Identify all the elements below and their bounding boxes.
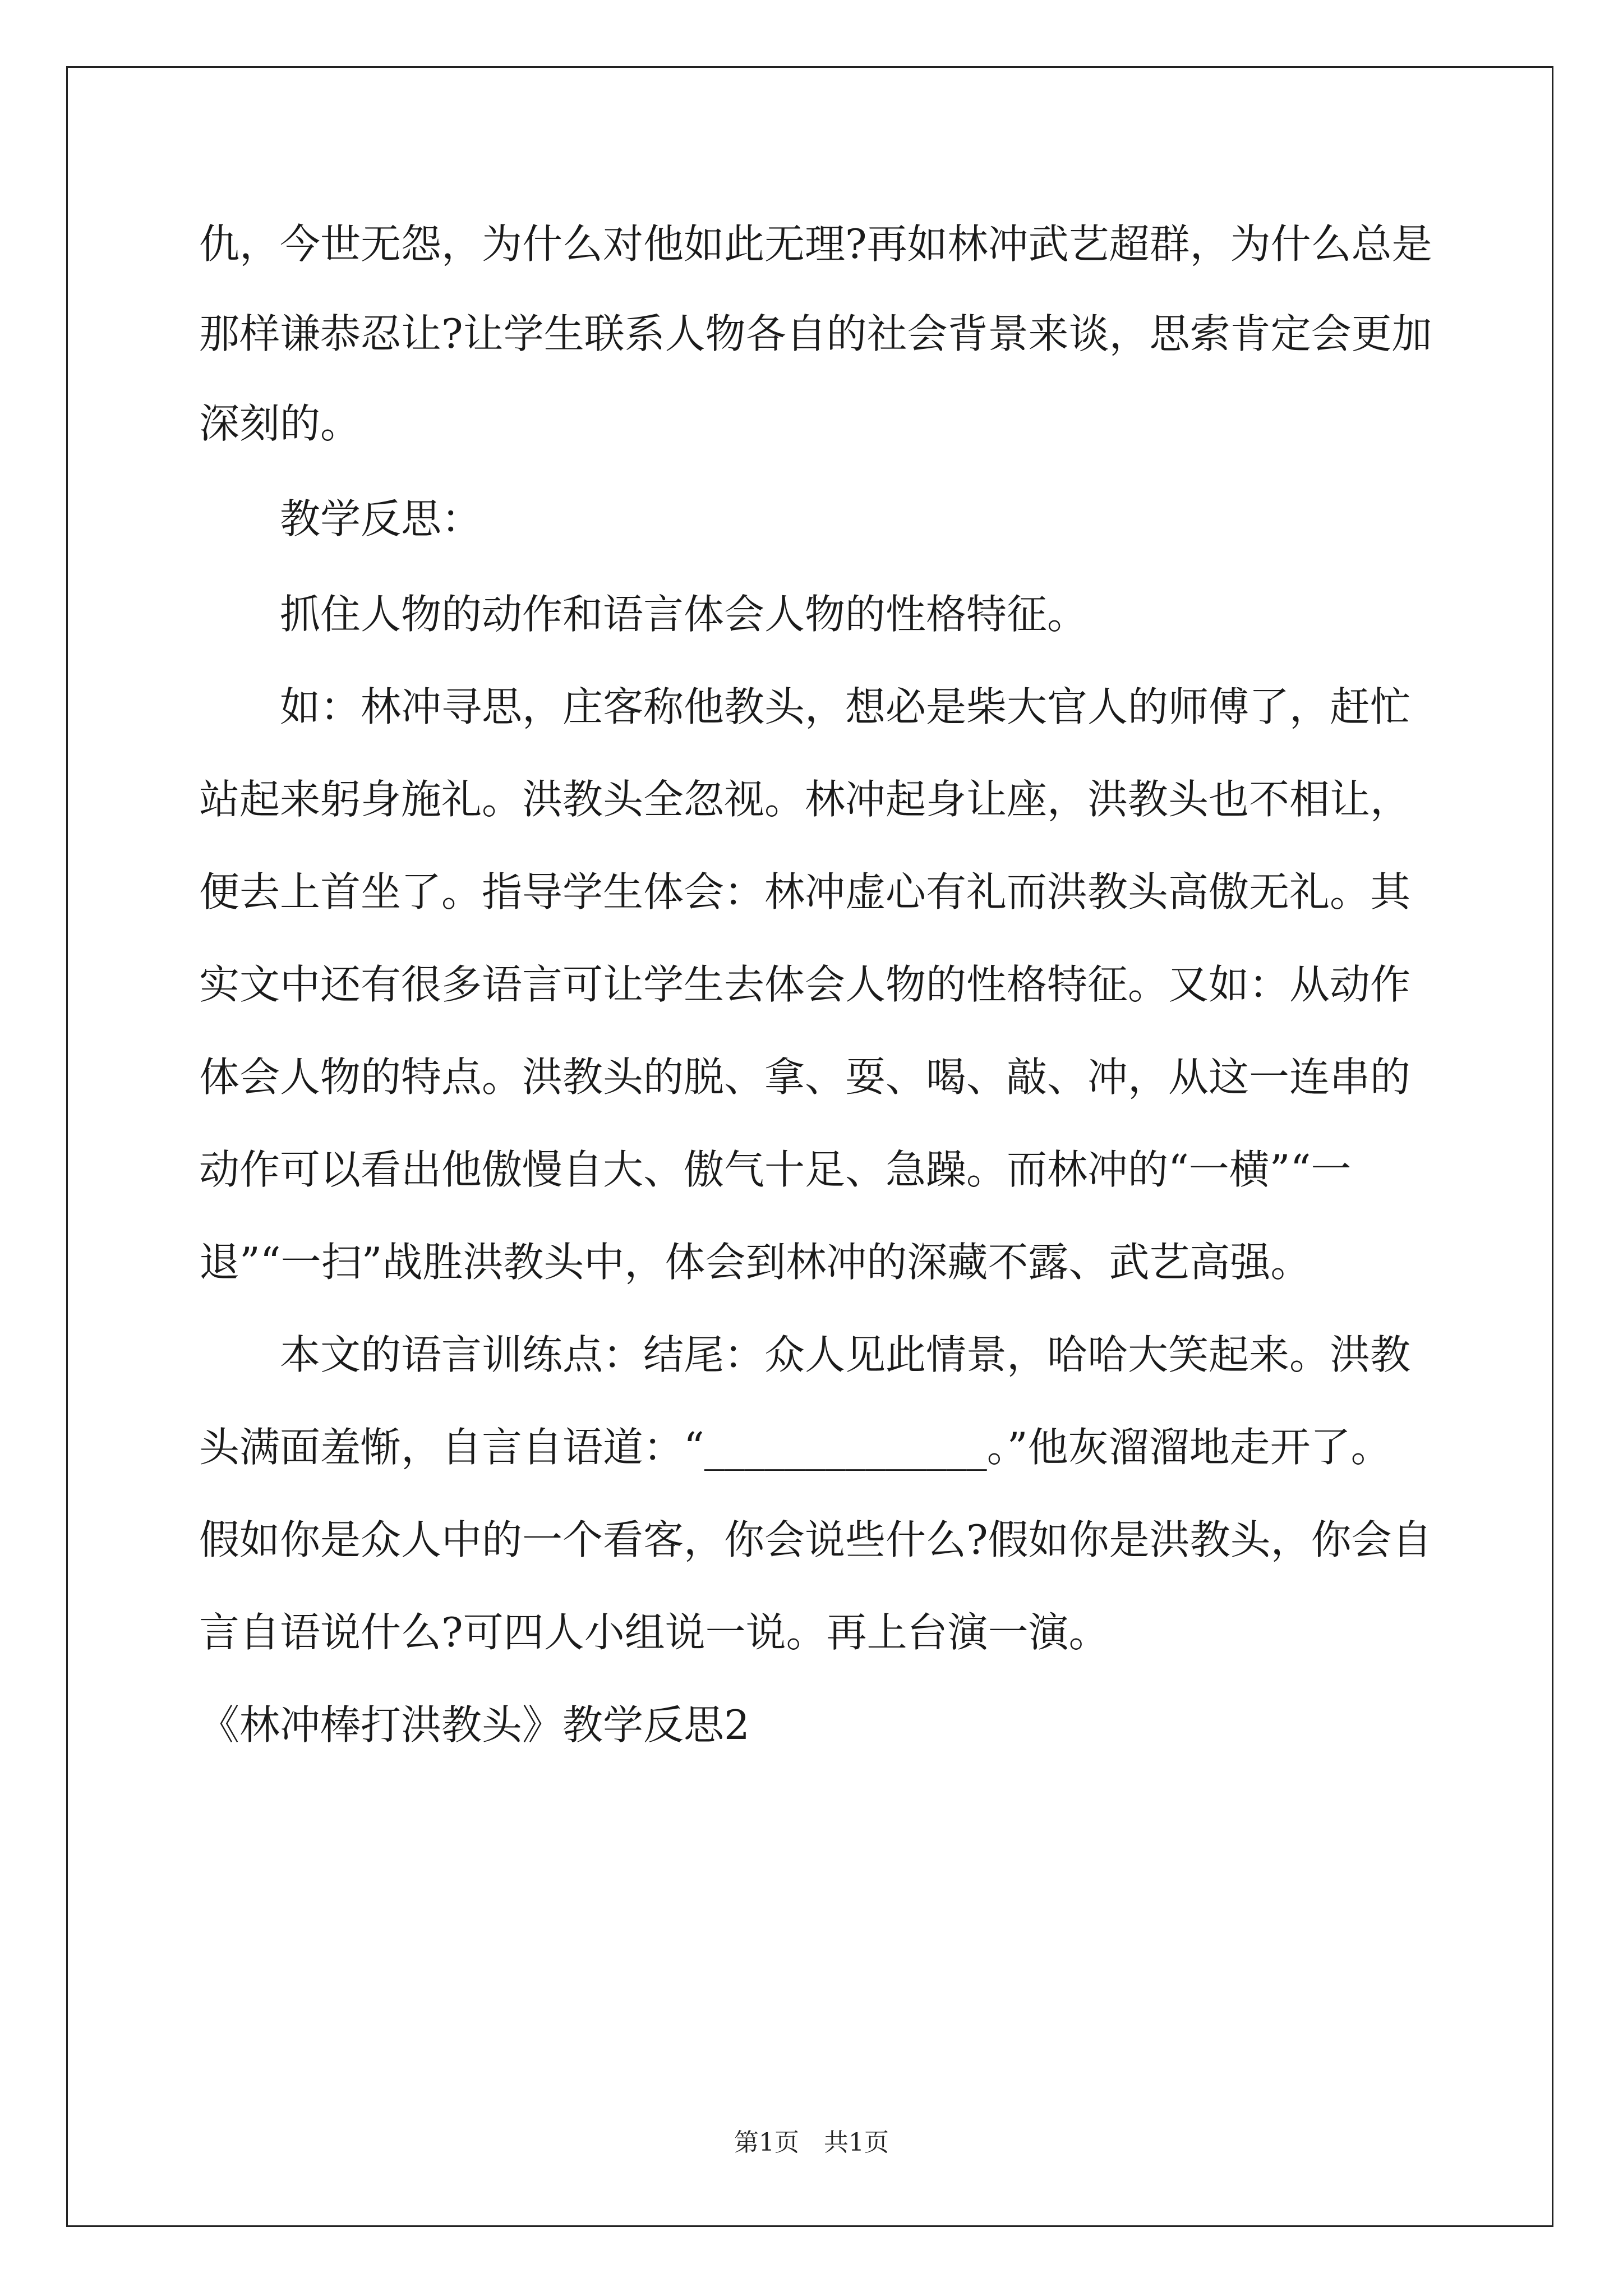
text-line: 仇，今世无怨，为什么对他如此无理?再如林冲武艺超群，为什么总是 (199, 220, 1432, 268)
section-heading: 教学反思： (199, 495, 482, 542)
text-line: 如：林冲寻思，庄客称他教头，想必是柴大官人的师傅了，赶忙 (199, 683, 1411, 730)
text-line: 站起来躬身施礼。洪教头全忽视。林冲起身让座，洪教头也不相让， (199, 776, 1411, 823)
text-line: 实文中还有很多语言可让学生去体会人物的性格特征。又如：从动作 (199, 961, 1411, 1008)
text-line: 深刻的。 (199, 400, 361, 447)
text-line: 头满面羞惭，自言自语道：“______________。”他灰溜溜地走开了。 (199, 1424, 1391, 1471)
text-line: 便去上首坐了。指导学生体会：林冲虚心有礼而洪教头高傲无礼。其 (199, 868, 1411, 915)
text-line: 退”“一扫”战胜洪教头中，体会到林冲的深藏不露、武艺高强。 (199, 1239, 1311, 1286)
text-line: 假如你是众人中的一个看客，你会说些什么?假如你是洪教头，你会自 (199, 1516, 1432, 1563)
text-line: 那样谦恭忍让?让学生联系人物各自的社会背景来谈，思索肯定会更加 (199, 310, 1432, 357)
section-title: 《林冲棒打洪教头》教学反思2 (199, 1701, 750, 1749)
page-footer: 第1页 共1页 (734, 2128, 889, 2157)
text-line: 动作可以看出他傲慢自大、傲气十足、急躁。而林冲的“一横”“一 (199, 1146, 1352, 1193)
text-line: 抓住人物的动作和语言体会人物的性格特征。 (199, 591, 1088, 638)
text-line: 言自语说什么?可四人小组说一说。再上台演一演。 (199, 1609, 1109, 1656)
text-line: 体会人物的特点。洪教头的脱、拿、耍、喝、敲、冲，从这一连串的 (199, 1053, 1411, 1101)
text-line: 本文的语言训练点：结尾：众人见此情景，哈哈大笑起来。洪教 (199, 1331, 1411, 1378)
